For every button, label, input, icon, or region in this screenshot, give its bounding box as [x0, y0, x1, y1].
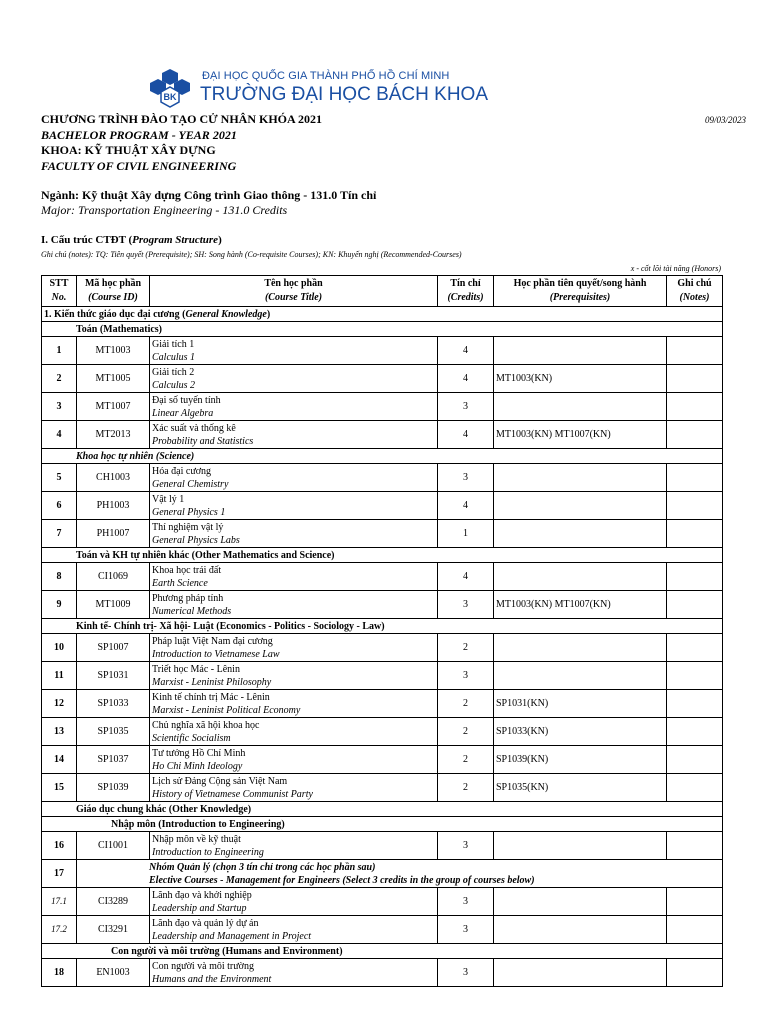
section-row: [42, 817, 723, 832]
course-title-en: General Chemistry: [152, 478, 229, 490]
course-id: CI3289: [77, 888, 150, 916]
course-title: [150, 520, 438, 548]
table-row: [42, 959, 723, 987]
group-title-vi: Nhóm Quản lý (chọn 3 tín chỉ trong các học phần sau): [149, 861, 376, 873]
course-credits: 4: [438, 337, 494, 365]
course-title-vi: Xác suất và thống kê: [152, 422, 236, 434]
structure-heading-end: ): [218, 234, 222, 246]
table-row: [42, 774, 723, 802]
column-header-en: (Course ID): [88, 292, 138, 303]
table-row: [42, 421, 723, 449]
course-title-en: General Physics 1: [152, 506, 226, 518]
row-number: 18: [42, 959, 77, 987]
course-id: MT2013: [77, 421, 150, 449]
row-number: 4: [42, 421, 77, 449]
course-prereq: [494, 393, 667, 421]
column-header: [77, 276, 150, 307]
section-row: [42, 449, 723, 464]
course-id: CI1069: [77, 563, 150, 591]
course-notes: [667, 832, 723, 860]
section-title: [42, 944, 667, 959]
course-title: [150, 365, 438, 393]
course-id: SP1039: [77, 774, 150, 802]
course-title-vi: Giải tích 1: [152, 338, 195, 350]
course-credits: 3: [438, 959, 494, 987]
course-title-vi: Giải tích 2: [152, 366, 195, 378]
course-title-vi: Thí nghiệm vật lý: [152, 521, 224, 533]
course-id: CH1003: [77, 464, 150, 492]
course-notes: [667, 959, 723, 987]
course-title: [150, 634, 438, 662]
section-text: Toán (Mathematics): [76, 323, 163, 335]
structure-heading-vi: I. Cấu trúc CTĐT (: [41, 234, 133, 246]
course-table-body: [42, 276, 723, 987]
row-number: 2: [42, 365, 77, 393]
course-credits: 3: [438, 464, 494, 492]
logo-line1: ĐẠI HỌC QUỐC GIA THÀNH PHỐ HỒ CHÍ MINH: [202, 70, 450, 82]
row-number: 17: [42, 860, 77, 888]
course-title-en: Leadership and Management in Project: [152, 930, 312, 942]
course-notes: [667, 365, 723, 393]
course-prereq: [494, 662, 667, 690]
table-row: [42, 464, 723, 492]
section-row: [42, 548, 723, 563]
course-credits: 1: [438, 520, 494, 548]
table-row: [42, 888, 723, 916]
course-table: [41, 275, 723, 987]
course-title-vi: Kinh tế chính trị Mác - Lênin: [152, 691, 270, 703]
section-text-end: ): [266, 308, 271, 320]
column-header-en: (Notes): [679, 292, 710, 303]
course-title-vi: Vật lý 1: [152, 493, 185, 505]
course-title: [150, 421, 438, 449]
course-prereq: [494, 337, 667, 365]
course-title-en: Introduction to Engineering: [152, 846, 264, 858]
group-row: [42, 860, 723, 888]
column-header-vi: STT: [49, 278, 69, 289]
course-id: PH1007: [77, 520, 150, 548]
row-number: 8: [42, 563, 77, 591]
course-title-vi: Triết học Mác - Lênin: [152, 663, 240, 675]
course-notes: [667, 888, 723, 916]
row-number: 5: [42, 464, 77, 492]
section-text-italic: Khoa học tự nhiên (Science): [76, 450, 195, 462]
program-title-en: BACHELOR PROGRAM - YEAR 2021: [41, 128, 237, 142]
course-title-en: Marxist - Leninist Political Economy: [152, 704, 301, 716]
honors-legend: x - cốt lõi tài năng (Honors): [630, 264, 721, 273]
row-number: 15: [42, 774, 77, 802]
course-id: SP1031: [77, 662, 150, 690]
table-row: [42, 916, 723, 944]
course-title-vi: Nhập môn về kỹ thuật: [152, 833, 241, 845]
course-notes: [667, 746, 723, 774]
course-title: [150, 774, 438, 802]
course-prereq: MT1003(KN) MT1007(KN): [494, 421, 667, 449]
table-row: [42, 492, 723, 520]
course-credits: 3: [438, 832, 494, 860]
structure-heading: [41, 233, 222, 248]
course-prereq: MT1003(KN) MT1007(KN): [494, 591, 667, 619]
course-title: [150, 563, 438, 591]
course-credits: 2: [438, 690, 494, 718]
row-number: 17.1: [42, 888, 77, 916]
section-row: [42, 307, 723, 322]
column-header: [494, 276, 667, 307]
section-title: [42, 322, 667, 337]
major-en: Major: Transportation Engineering - 131.0 Credits: [41, 203, 288, 217]
section-text: Nhập môn (Introduction to Engineering): [111, 818, 285, 830]
bk-logo-icon: [148, 68, 192, 108]
course-title: [150, 662, 438, 690]
course-title-vi: Lãnh đạo và khởi nghiệp: [152, 889, 252, 901]
section-text: Kinh tế- Chính trị- Xã hội- Luật (Economics - Politics - Sociology - Law): [76, 620, 385, 632]
course-id: SP1035: [77, 718, 150, 746]
column-header-vi: Tín chỉ: [450, 278, 481, 289]
course-prereq: [494, 464, 667, 492]
course-notes: [667, 662, 723, 690]
course-credits: 3: [438, 662, 494, 690]
column-header-en: (Credits): [447, 292, 484, 303]
course-title: [150, 690, 438, 718]
course-credits: 3: [438, 888, 494, 916]
structure-heading-en: Program Structure: [132, 234, 219, 246]
logo-mark-text: BK: [163, 92, 177, 102]
course-title-en: Earth Science: [152, 577, 208, 589]
table-row: [42, 520, 723, 548]
course-title: [150, 746, 438, 774]
course-id: CI1001: [77, 832, 150, 860]
column-header: [150, 276, 438, 307]
course-notes: [667, 690, 723, 718]
section-row: [42, 802, 723, 817]
course-title-vi: Con người và môi trường: [152, 960, 254, 972]
row-number: 1: [42, 337, 77, 365]
table-row: [42, 718, 723, 746]
section-row: [42, 619, 723, 634]
section-row: [42, 322, 723, 337]
course-notes: [667, 718, 723, 746]
course-title-en: General Physics Labs: [152, 534, 240, 546]
table-row: [42, 365, 723, 393]
course-credits: 2: [438, 634, 494, 662]
group-title: [77, 860, 723, 888]
course-prereq: SP1033(KN): [494, 718, 667, 746]
table-row: [42, 662, 723, 690]
course-title: [150, 337, 438, 365]
table-header-row: [42, 276, 723, 307]
course-title-en: Numerical Methods: [152, 605, 232, 617]
section-title: [42, 449, 667, 464]
course-title-en: History of Vietnamese Communist Party: [152, 788, 313, 800]
course-title-en: Introduction to Vietnamese Law: [152, 648, 280, 660]
course-prereq: [494, 563, 667, 591]
course-prereq: [494, 492, 667, 520]
course-title-vi: Đại số tuyến tính: [152, 394, 221, 406]
course-prereq: SP1039(KN): [494, 746, 667, 774]
course-id: MT1005: [77, 365, 150, 393]
row-number: 13: [42, 718, 77, 746]
course-prereq: [494, 832, 667, 860]
column-header-en: (Course Title): [264, 292, 323, 303]
course-credits: 3: [438, 393, 494, 421]
course-credits: 3: [438, 591, 494, 619]
course-title-vi: Phương pháp tính: [152, 592, 224, 604]
course-notes: [667, 563, 723, 591]
column-header-vi: Tên học phần: [264, 278, 323, 289]
course-notes: [667, 337, 723, 365]
major-vi: Ngành: Kỹ thuật Xây dựng Công trình Giao thông - 131.0 Tín chỉ: [41, 188, 377, 202]
course-prereq: [494, 916, 667, 944]
course-title-en: Marxist - Leninist Philosophy: [152, 676, 272, 688]
table-row: [42, 746, 723, 774]
table-row: [42, 832, 723, 860]
column-header-vi: Ghi chú: [677, 278, 712, 289]
section-text: Giáo dục chung khác (Other Knowledge): [76, 803, 252, 815]
course-id: CI3291: [77, 916, 150, 944]
course-title-en: Scientific Socialism: [152, 732, 231, 744]
course-title: [150, 718, 438, 746]
table-row: [42, 393, 723, 421]
column-header-vi: Mã học phần: [84, 278, 142, 289]
course-title: [150, 959, 438, 987]
row-number: 3: [42, 393, 77, 421]
course-notes: [667, 492, 723, 520]
course-credits: 2: [438, 746, 494, 774]
section-title: [42, 817, 667, 832]
section-title: [42, 802, 667, 817]
course-title-vi: Tư tưởng Hồ Chí Minh: [152, 747, 246, 759]
column-header-vi: Học phần tiên quyết/song hành: [513, 278, 647, 289]
course-title-vi: Hóa đại cương: [152, 465, 212, 477]
row-number: 12: [42, 690, 77, 718]
course-prereq: MT1003(KN): [494, 365, 667, 393]
course-credits: 4: [438, 365, 494, 393]
section-title: [42, 307, 667, 322]
group-title-en: Elective Courses - Management for Engineers (Select 3 credits in the group of courses below): [149, 874, 535, 886]
course-title: [150, 888, 438, 916]
course-credits: 2: [438, 718, 494, 746]
section-text: 1. Kiến thức giáo dục đại cương (: [44, 308, 186, 320]
course-title-en: Humans and the Environment: [152, 973, 272, 985]
course-notes: [667, 421, 723, 449]
course-title-vi: Chủ nghĩa xã hội khoa học: [152, 719, 260, 731]
course-notes: [667, 520, 723, 548]
section-text: Con người và môi trường (Humans and Environment): [111, 945, 343, 957]
course-credits: 4: [438, 421, 494, 449]
row-number: 6: [42, 492, 77, 520]
column-header: [667, 276, 723, 307]
course-id: MT1007: [77, 393, 150, 421]
course-title-en: Calculus 2: [152, 379, 196, 391]
course-title-en: Ho Chi Minh Ideology: [152, 760, 243, 772]
course-notes: [667, 774, 723, 802]
row-number: 11: [42, 662, 77, 690]
document-date: 09/03/2023: [704, 115, 746, 125]
course-title: [150, 393, 438, 421]
table-row: [42, 591, 723, 619]
row-number: 10: [42, 634, 77, 662]
course-id: MT1003: [77, 337, 150, 365]
course-credits: 3: [438, 916, 494, 944]
course-prereq: SP1031(KN): [494, 690, 667, 718]
course-title: [150, 916, 438, 944]
course-id: MT1009: [77, 591, 150, 619]
course-prereq: [494, 520, 667, 548]
course-title-vi: Pháp luật Việt Nam đại cương: [152, 635, 273, 647]
row-number: 17.2: [42, 916, 77, 944]
course-credits: 4: [438, 492, 494, 520]
section-row: [42, 944, 723, 959]
column-header: [42, 276, 77, 307]
course-id: PH1003: [77, 492, 150, 520]
course-prereq: [494, 888, 667, 916]
course-title: [150, 492, 438, 520]
course-prereq: [494, 959, 667, 987]
table-row: [42, 337, 723, 365]
course-title-vi: Khoa học trái đất: [152, 564, 222, 576]
course-notes: [667, 464, 723, 492]
course-title: [150, 464, 438, 492]
course-id: SP1007: [77, 634, 150, 662]
section-text-italic: General Knowledge: [185, 308, 267, 320]
course-notes: [667, 591, 723, 619]
column-header-en: No.: [51, 292, 67, 303]
course-title: [150, 591, 438, 619]
course-title-en: Linear Algebra: [152, 407, 214, 419]
column-header-en: (Prerequisites): [549, 292, 611, 303]
course-id: SP1037: [77, 746, 150, 774]
row-number: 9: [42, 591, 77, 619]
course-prereq: SP1035(KN): [494, 774, 667, 802]
course-notes: [667, 393, 723, 421]
section-title: [42, 619, 667, 634]
course-title: [150, 832, 438, 860]
row-number: 16: [42, 832, 77, 860]
course-title-vi: Lịch sử Đảng Cộng sản Việt Nam: [152, 775, 288, 787]
course-title-en: Leadership and Startup: [152, 902, 247, 914]
section-text: Toán và KH tự nhiên khác (Other Mathematics and Science): [76, 549, 335, 561]
course-notes: [667, 634, 723, 662]
column-header: [438, 276, 494, 307]
logo-line2: TRƯỜNG ĐẠI HỌC BÁCH KHOA: [200, 84, 488, 105]
course-title-en: Calculus 1: [152, 351, 196, 363]
course-credits: 2: [438, 774, 494, 802]
section-title: [42, 548, 667, 563]
course-title-en: Probability and Statistics: [152, 435, 254, 447]
course-id: EN1003: [77, 959, 150, 987]
course-prereq: [494, 634, 667, 662]
row-number: 14: [42, 746, 77, 774]
faculty-en: FACULTY OF CIVIL ENGINEERING: [41, 159, 237, 173]
course-id: SP1033: [77, 690, 150, 718]
university-logo: [148, 66, 488, 112]
row-number: 7: [42, 520, 77, 548]
course-credits: 4: [438, 563, 494, 591]
course-notes: [667, 916, 723, 944]
faculty-vi: KHOA: KỸ THUẬT XÂY DỰNG: [41, 143, 216, 157]
notes-legend: Ghi chú (notes): TQ: Tiên quyết (Prerequisite); SH: Song hành (Co-requisite Courses); KN: Khuyến nghị (Recommended-Courses): [41, 250, 462, 259]
program-title-vi: CHƯƠNG TRÌNH ĐÀO TẠO CỬ NHÂN KHÓA 2021: [41, 112, 323, 126]
table-row: [42, 690, 723, 718]
table-row: [42, 563, 723, 591]
table-row: [42, 634, 723, 662]
course-title-vi: Lãnh đạo và quản lý dự án: [152, 917, 259, 929]
